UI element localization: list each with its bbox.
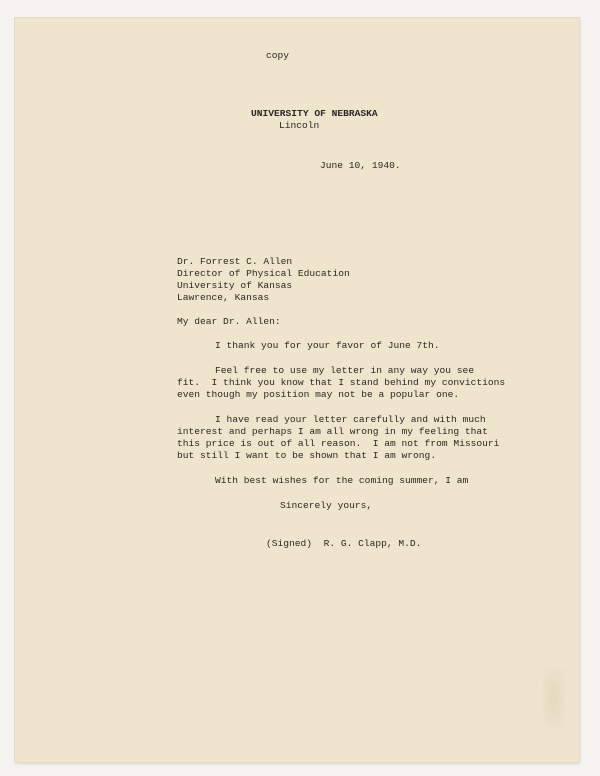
letter-date: June 10, 1940. <box>320 160 401 171</box>
letter-page <box>15 18 579 762</box>
signature: (Signed) R. G. Clapp, M.D. <box>266 538 422 549</box>
paragraph-3-line-3: this price is out of all reason. I am not from Missouri <box>177 438 500 449</box>
paragraph-1-line-1: I thank you for your favor of June 7th. <box>215 340 440 351</box>
paper-smudge <box>543 668 565 728</box>
paragraph-2-line-2: fit. I think you know that I stand behind my convictions <box>177 377 506 388</box>
closing: Sincerely yours, <box>280 500 373 511</box>
letterhead-institution: UNIVERSITY OF NEBRASKA <box>251 108 378 119</box>
recipient-location: Lawrence, Kansas <box>177 292 270 303</box>
salutation: My dear Dr. Allen: <box>177 316 281 327</box>
paragraph-2-line-3: even though my position may not be a popular one. <box>177 389 460 400</box>
paragraph-4-line-1: With best wishes for the coming summer, I am <box>215 475 469 486</box>
paragraph-2-line-1: Feel free to use my letter in any way you see <box>215 365 475 376</box>
paragraph-3-line-4: but still I want to be shown that I am wrong. <box>177 450 437 461</box>
letterhead-city: Lincoln <box>279 120 320 131</box>
recipient-name: Dr. Forrest C. Allen <box>177 256 293 267</box>
paragraph-3-line-1: I have read your letter carefully and with much <box>215 414 486 425</box>
copy-label: copy <box>266 50 290 61</box>
recipient-title: Director of Physical Education <box>177 268 350 279</box>
recipient-institution: University of Kansas <box>177 280 293 291</box>
paragraph-3-line-2: interest and perhaps I am all wrong in my feeling that <box>177 426 488 437</box>
